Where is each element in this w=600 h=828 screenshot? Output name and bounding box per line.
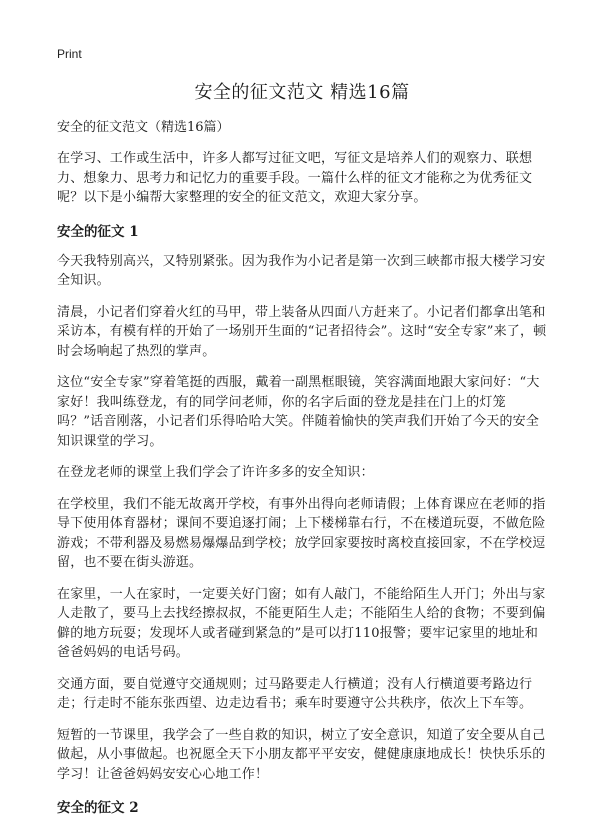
paragraph: 清晨，小记者们穿着火红的马甲，带上装备从四面八方赶来了。小记者们都拿出笔和采访本，有模有样的开始了一场别开生面的“记者招待会”。这时“安全专家”来了，顿时会场响起了热烈的掌声。 (57, 304, 547, 359)
paragraph: 交通方面，要自觉遵守交通规则；过马路要走人行横道；没有人行横道要考路边行走；行走时不能东张西望、边走边看书；乘车时要遵守公共秩序，依次上下车等。 (57, 676, 533, 711)
paragraph: 在家里，一人在家时，一定要关好门窗；如有人敲门，不能给陌生人开门；外出与家人走散了，要马上去找经擦叔叔，不能更陌生人走；不能陌生人给的食物；不要到偏僻的地方玩耍；发现坏人或者碰到紧急的”是可以打110报警；要牢记家里的地址和爸爸妈妈的电话号码。 (57, 586, 546, 660)
section-heading-1: 安全的征文 1 (57, 223, 139, 240)
print-link[interactable]: Print (57, 47, 82, 61)
document-body (57, 78, 547, 828)
section-heading-2: 安全的征文 2 (57, 800, 139, 816)
paragraph: 在登龙老师的课堂上我们学会了许许多多的安全知识： (57, 465, 374, 480)
subtitle: 安全的征文范文（精选16篇） (57, 120, 230, 135)
intro-paragraph: 在学习、工作或生活中，许多人都写过征文吧，写征文是培养人们的观察力、联想力、想象力、思考力和记忆力的重要手段。一篇什么样的征文才能称之为优秀征文呢？以下是小编帮大家整理的安全的征文范文，欢迎大家分享。 (57, 151, 533, 205)
paragraph: 今天我特别高兴，又特别紧张。因为我作为小记者是第一次到三峡都市报大楼学习安全知识。 (57, 253, 546, 288)
paragraph: 这位“安全专家”穿着笔挺的西服，戴着一副黑框眼镜，笑容满面地跟大家问好：“大家好！我叫练登龙，有的同学问老师，你的名字后面的登龙是挂在门上的灯笼吗？”话音刚落，小记者们乐得哈哈大笑。伴随着愉快的笑声我们开始了今天的安全知识课堂的学习。 (57, 375, 540, 449)
page-title: 安全的征文范文 精选16篇 (194, 82, 410, 103)
paragraph: 短暂的一节课里，我学会了一些自救的知识，树立了安全意识，知道了安全要从自己做起，从小事做起。也祝愿全天下小朋友都平平安安，健健康康地成长！快快乐乐的学习！让爸爸妈妈安安心心地工作！ (57, 727, 546, 782)
paragraph: 在学校里，我们不能无故离开学校，有事外出得向老师请假；上体育课应在老师的指导下使用体育器材；课间不要追逐打闹；上下楼梯靠右行，不在楼道玩耍，不做危险游戏；不带利器及易燃易爆爆品到学校；放学回家要按时离校直接回家，不在学校逗留，也不要在街头游逛。 (57, 496, 546, 570)
